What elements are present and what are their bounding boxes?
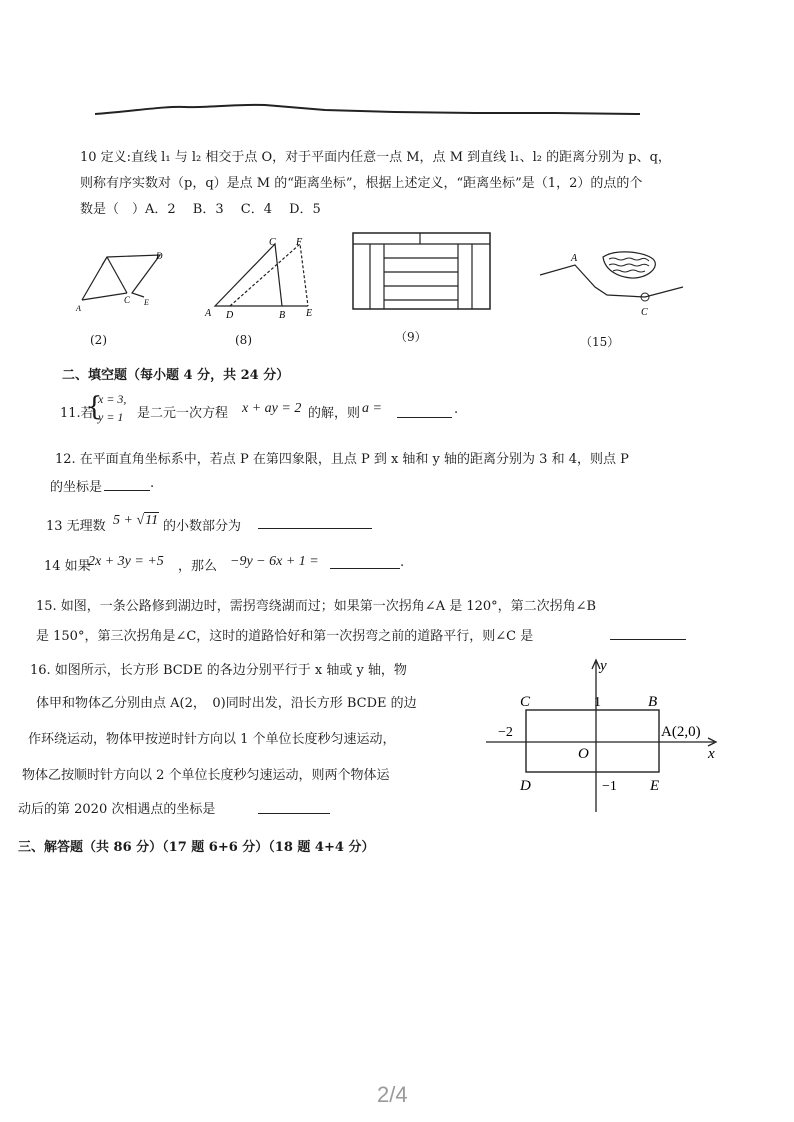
q16-answer-blank [258, 813, 330, 814]
q14-end: . [400, 555, 405, 570]
q12-end: . [150, 476, 155, 491]
fig2-label-a: A [76, 304, 81, 313]
q11-eq1: x = 3, [98, 392, 127, 406]
q11-prefix: 11.若 [60, 406, 94, 421]
fig8-label-c: C [269, 237, 276, 248]
q14-answer-blank [330, 568, 400, 569]
section-2-title: 二、填空题（每小题 4 分，共 24 分） [62, 368, 290, 383]
q12-line2: 的坐标是 [50, 480, 103, 495]
q11-brace: { [86, 392, 103, 422]
q11-answer-blank [397, 417, 452, 418]
q11-suffix: 的解，则 [308, 406, 361, 421]
figure-8-caption: (8) [235, 333, 252, 347]
figure-9-caption: （9） [395, 330, 427, 344]
q11-expression: x + ay = 2 [242, 401, 302, 416]
q13-expression: 5 + √11 [113, 513, 159, 528]
header-rule [95, 98, 655, 122]
figure-15-caption: （15） [580, 335, 620, 349]
q10-line2: 则称有序实数对（p，q）是点 M 的“距离坐标”，根据上述定义，“距离坐标”是（1，2）的点的个 [80, 176, 643, 191]
q16-line5: 动后的第 2020 次相遇点的坐标是 [18, 802, 216, 817]
q15-line1: 15. 如图，一条公路修到湖边时，需拐弯绕湖而过；如果第一次拐角∠A 是 120°，第二次拐角∠B [36, 599, 597, 614]
fig15-label-c: C [641, 307, 648, 318]
fig8-label-e: E [306, 308, 313, 319]
q16-line4: 物体乙按顺时针方向以 2 个单位长度秒匀速运动，则两个物体运 [22, 768, 390, 783]
q11-eq2: y = 1 [98, 410, 124, 424]
fig16-label-d: D [520, 778, 531, 794]
figure-2 [72, 245, 172, 325]
fig16-label-b: B [648, 694, 658, 710]
fig16-label-c: C [520, 694, 531, 710]
fig16-label-e: E [650, 778, 660, 794]
q12-answer-blank [104, 490, 150, 491]
fig16-tick-neg1: −1 [602, 779, 617, 794]
q10-line3: 数是（ ）A．2 B．3 C．4 D．5 [80, 202, 321, 217]
q13-expr-a: 5 + [113, 513, 133, 528]
q13-prefix: 13 无理数 [46, 519, 106, 534]
fig8-label-d: D [226, 310, 234, 321]
fig16-label-a: A(2,0) [661, 724, 701, 740]
q16-line1: 16. 如图所示，长方形 BCDE 的各边分别平行于 x 轴或 y 轴，物 [30, 663, 407, 678]
q12-line1: 12. 在平面直角坐标系中，若点 P 在第四象限，且点 P 到 x 轴和 y 轴的距离分别为 3 和 4，则点 P [55, 452, 629, 467]
q15-line2: 是 150°，第三次拐角是∠C，这时的道路恰好和第一次拐弯之前的道路平行，则∠C 是 [36, 629, 534, 644]
q10-line1: 10 定义:直线 l₁ 与 l₂ 相交于点 O，对于平面内任意一点 M，点 M 到直线 l₁、l₂ 的距离分别为 p、q， [80, 150, 671, 165]
section-3-title: 三、解答题（共 86 分）（17 题 6+6 分）（18 题 4+4 分） [18, 840, 375, 855]
fig16-origin-label: O [578, 746, 589, 762]
q14-expression-1: 2x + 3y = +5 [88, 554, 164, 569]
fig8-label-a: A [205, 308, 212, 319]
fig2-label-d: D [156, 251, 163, 261]
fig16-tick-1: 1 [594, 695, 601, 710]
figure-9 [352, 232, 492, 312]
fig8-label-b: B [279, 310, 286, 321]
q13-suffix: 的小数部分为 [163, 519, 242, 534]
page-number: 2/4 [377, 1082, 408, 1107]
fig16-x-label: x [708, 746, 715, 762]
q16-line3: 作环绕运动，物体甲按逆时针方向以 1 个单位长度秒匀速运动， [28, 732, 396, 747]
fig2-label-e: E [144, 298, 149, 307]
q11-end: . [454, 402, 459, 417]
q11-middle: 是二元一次方程 [137, 406, 229, 421]
figure-2-caption: (2) [90, 333, 107, 347]
figure-8 [200, 232, 320, 324]
fig16-y-label: y [600, 658, 607, 674]
fig16-tick-neg2: −2 [498, 725, 513, 740]
fig2-label-c: C [124, 295, 131, 305]
q13-answer-blank [258, 528, 372, 529]
q13-radicand: 11 [145, 513, 159, 528]
q15-answer-blank [610, 639, 686, 640]
figure-15 [535, 245, 685, 320]
q11-variable: a = [362, 401, 382, 416]
figure-16-coordinate-diagram [482, 656, 727, 816]
q14-middle: ，那么 [178, 559, 218, 574]
q16-line2: 体甲和物体乙分别由点 A(2， 0)同时出发，沿长方形 BCDE 的边 [36, 696, 417, 711]
q14-expression-2: −9y − 6x + 1 = [230, 554, 319, 569]
q14-prefix: 14 如果 [44, 559, 91, 574]
fig8-label-f: F [296, 237, 303, 248]
fig15-label-a: A [571, 253, 578, 264]
